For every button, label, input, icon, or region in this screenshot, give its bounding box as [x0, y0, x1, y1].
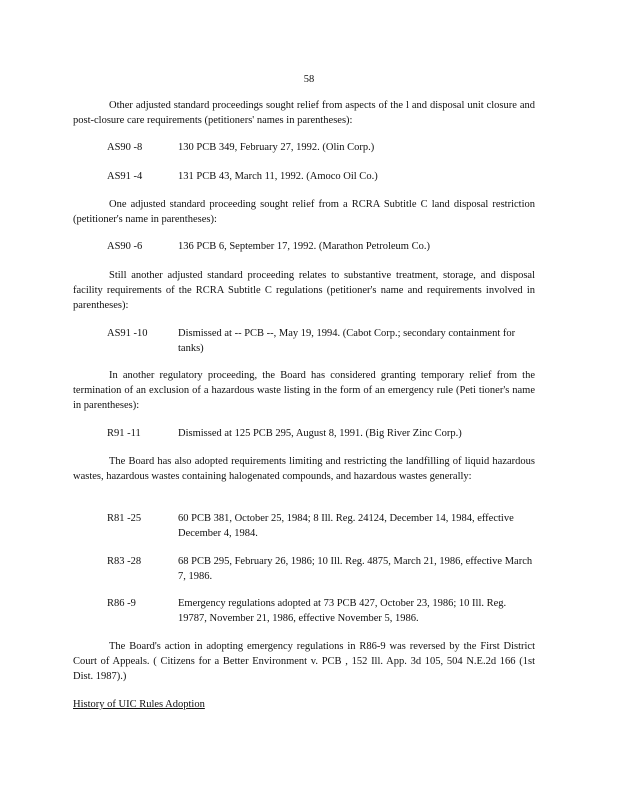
docket-number: AS91 -10 [107, 328, 148, 339]
docket-number: R91 -11 [107, 428, 141, 439]
paragraph-land-disposal: One adjusted standard proceeding sought relief from a RCRA Subtitle C land disposal restriction (petitioner's name in parentheses): [73, 199, 535, 225]
page-number: 58 [303, 74, 315, 85]
entry-citation: Dismissed at -- PCB --, May 19, 1994. (Cabot Corp.; secondary containment for tanks) [178, 328, 516, 354]
paragraph-emergency-rule: In another regulatory proceeding, the Board has considered granting temporary relief from the termination of an exclusion of a hazardous waste listing in the form of an emergency rule (Peti tioner's name in parentheses): [73, 370, 535, 411]
entry-citation: 68 PCB 295, February 26, 1986; 10 Ill. Reg. 4875, March 21, 1986, effective March 7, 1986. [178, 556, 533, 582]
docket-number: R86 -9 [107, 598, 136, 609]
section-heading: History of UIC Rules Adoption [73, 699, 205, 710]
docket-number: AS90 -6 [107, 241, 143, 252]
paragraph-closure-relief: Other adjusted standard proceedings sought relief from aspects of the l and disposal unit closure and post-closure care requirements (petitioners' names in parentheses): [73, 100, 535, 126]
entry-citation: 131 PCB 43, March 11, 1992. (Amoco Oil Co.) [178, 171, 378, 182]
entry-citation: Dismissed at 125 PCB 295, August 8, 1991. (Big River Zinc Corp.) [178, 428, 462, 439]
paragraph-tsd-requirements: Still another adjusted standard proceeding relates to substantive treatment, storage, and disposal facility requirements of the RCRA Subtitle C regulations (petitioner's name and requirements involved in parentheses): [73, 270, 535, 311]
entry-citation: 60 PCB 381, October 25, 1984; 8 Ill. Reg. 24124, December 14, 1984, effective December 4, 1984. [178, 513, 514, 539]
docket-number: R83 -28 [107, 556, 142, 567]
entry-citation: 136 PCB 6, September 17, 1992. (Marathon Petroleum Co.) [178, 241, 430, 252]
paragraph-landfilling: The Board has also adopted requirements limiting and restricting the landfilling of liquid hazardous wastes, hazardous wastes containing halogenated compounds, and hazardous wastes generally: [73, 456, 535, 482]
entry-citation: Emergency regulations adopted at 73 PCB 427, October 23, 1986; 10 Ill. Reg. 19787, November 21, 1986, effective November 5, 1986. [178, 598, 507, 624]
docket-number: AS91 -4 [107, 171, 143, 182]
docket-number: AS90 -8 [107, 142, 143, 153]
paragraph-appeal: The Board's action in adopting emergency regulations in R86-9 was reversed by the First District Court of Appeals. ( Citizens for a Better Environment v. PCB , 152 Ill. App. 3d 105, 504 N.E.2d 166 (1st Dist. 1987).) [73, 641, 535, 682]
entry-citation: 130 PCB 349, February 27, 1992. (Olin Corp.) [178, 142, 375, 153]
docket-number: R81 -25 [107, 513, 142, 524]
